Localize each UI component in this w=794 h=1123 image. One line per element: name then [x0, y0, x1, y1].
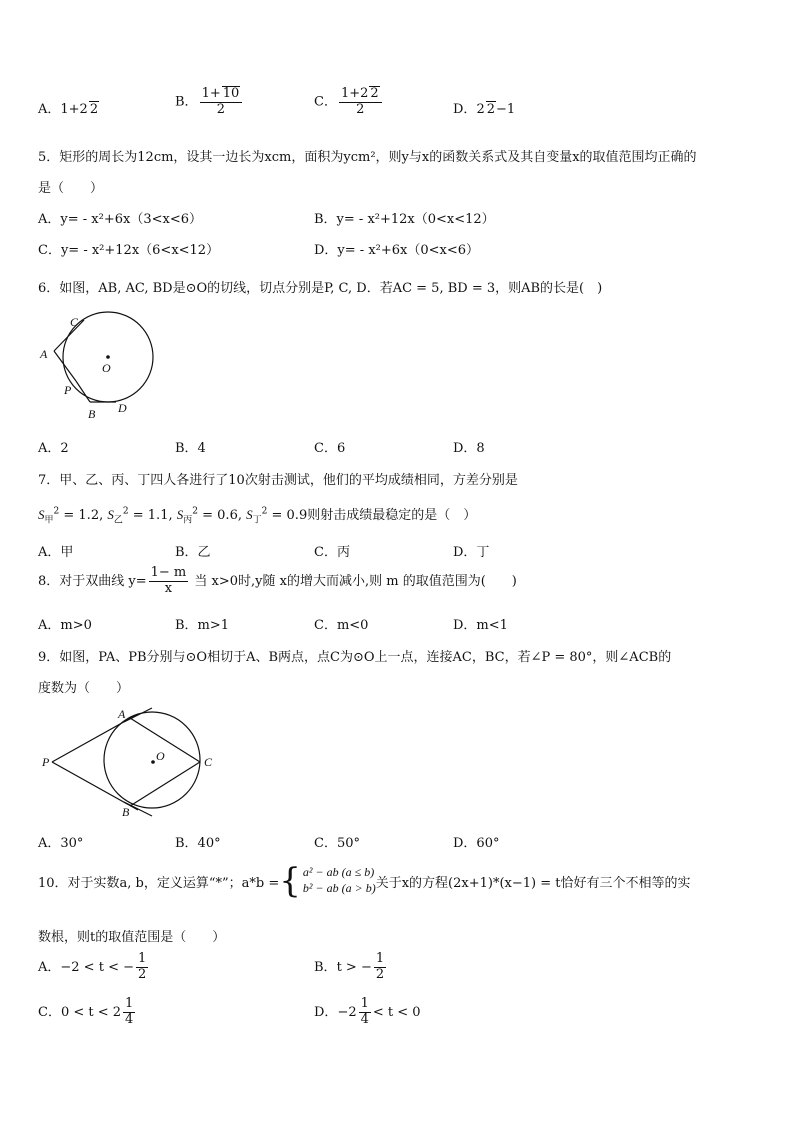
q6-label-o: O: [102, 361, 111, 375]
q9-label-b: B: [122, 805, 130, 819]
q6-stem: 6．如图，AB, AC, BD是⊙O的切线，切点分别是P, C, D．若AC = 5, BD = 3，则AB的长是( ): [38, 281, 603, 296]
q9-option-b: B．40°: [175, 836, 221, 851]
q7-variances: $S_甲^2 = 1.2$, $S_乙^2 = 1.1$, $S_丙^2 = 0.6$, $S_丁^2 = 0.9$则射击成绩最稳定的是（ ）: [38, 506, 477, 526]
q10-piecewise: { a² − ab (a ≤ b) b² − ab (a > b): [279, 861, 376, 901]
q10-option-a: A．−2 < t < − $\frac{1}{2}$: [38, 951, 147, 982]
q5-option-a: A．y= - x²+6x（3<x<6）: [38, 212, 202, 227]
q5-stem-line1: 5．矩形的周长为12cm，设其一边长为xcm，面积为ycm²，则y与x的函数关系式及其自变量x的取值范围均正确的: [38, 150, 697, 165]
q10-stem-line1: 10．对于实数a, b，定义运算“*”；a*b = { a² − ab (a ≤ b) b² − ab (a > b) 关于x的方程(2x+1)*(x−1) = t恰好有三个不相等的实: [38, 861, 691, 901]
q9-option-c: C．50°: [314, 836, 360, 851]
q9-label-o: O: [156, 749, 165, 763]
q6-line-pb: [76, 381, 90, 402]
q7-option-d: D．丁: [453, 545, 490, 560]
q6-option-b: B．4: [175, 441, 206, 456]
q6-figure: [36, 306, 166, 424]
q9-label-p: P: [42, 755, 50, 769]
q5-option-c: C．y= - x²+12x（6<x<12）: [38, 243, 220, 258]
q10-option-d: D．−2 $\frac{1}{4}$ < t < 0: [314, 996, 421, 1027]
q10-option-b: B．t > − $\frac{1}{2}$: [314, 951, 385, 982]
q9-tangent-a-ext: [124, 708, 152, 722]
q9-chord-ac: [130, 718, 200, 762]
q5-stem-line2: 是（ ）: [38, 181, 104, 196]
q5-option-d: D．y= - x²+6x（0<x<6）: [314, 243, 480, 258]
q4-option-c: C． $\frac{1+2 2}{2}$: [314, 86, 384, 118]
q6-label-b: B: [88, 407, 96, 421]
q6-option-c: C．6: [314, 441, 346, 456]
q7-option-c: C．丙: [314, 545, 350, 560]
q4-option-a: A．1+2 2: [38, 102, 99, 117]
q9-label-a: A: [118, 707, 126, 721]
q6-tangent-ac: [54, 320, 84, 351]
q6-option-a: A．2: [38, 441, 69, 456]
q6-label-p: P: [64, 383, 72, 397]
q9-option-d: D．60°: [453, 836, 500, 851]
q6-label-a: A: [40, 347, 48, 361]
q8-option-b: B．m>1: [175, 618, 230, 633]
q8-option-c: C．m<0: [314, 618, 369, 633]
q9-circle: [104, 712, 200, 808]
q7-option-a: A．甲: [38, 545, 74, 560]
q9-label-c: C: [204, 755, 213, 769]
q8-option-d: D．m<1: [453, 618, 508, 633]
q4-option-d: D．2 2−1: [453, 102, 516, 117]
q10-stem-line2: 数根，则t的取值范围是（ ）: [38, 930, 226, 945]
q9-option-a: A．30°: [38, 836, 84, 851]
q9-stem-line2: 度数为（ ）: [38, 681, 130, 696]
q9-figure: [36, 704, 226, 822]
q5-option-b: B．y= - x²+12x（0<x<12）: [314, 212, 495, 227]
q9-center-dot: [151, 760, 155, 764]
q8-stem: 8．对于双曲线 y= $\frac{1- m}{x}$ 当 x>0时,y随 x的增大而减小,则 m 的取值范围为( ): [38, 565, 517, 596]
q6-option-d: D．8: [453, 441, 485, 456]
q7-stem-line1: 7．甲、乙、丙、丁四人各进行了10次射击测试，他们的平均成绩相同，方差分别是: [38, 473, 518, 488]
q6-label-c: C: [70, 315, 79, 329]
q8-option-a: A．m>0: [38, 618, 92, 633]
q6-tangent-ap: [54, 351, 76, 381]
q10-option-c: C．0 < t < 2 $\frac{1}{4}$: [38, 996, 134, 1027]
q6-label-d: D: [118, 401, 127, 415]
q4-option-b: B． $\frac{1+ 10}{2}$: [175, 86, 244, 118]
q7-option-b: B．乙: [175, 545, 211, 560]
q6-center-dot: [106, 355, 110, 359]
q9-chord-bc: [130, 762, 200, 806]
q9-stem-line1: 9．如图，PA、PB分别与⊙O相切于A、B两点，点C为⊙O上一点，连接AC，BC，若∠P = 80°，则∠ACB的: [38, 650, 672, 665]
